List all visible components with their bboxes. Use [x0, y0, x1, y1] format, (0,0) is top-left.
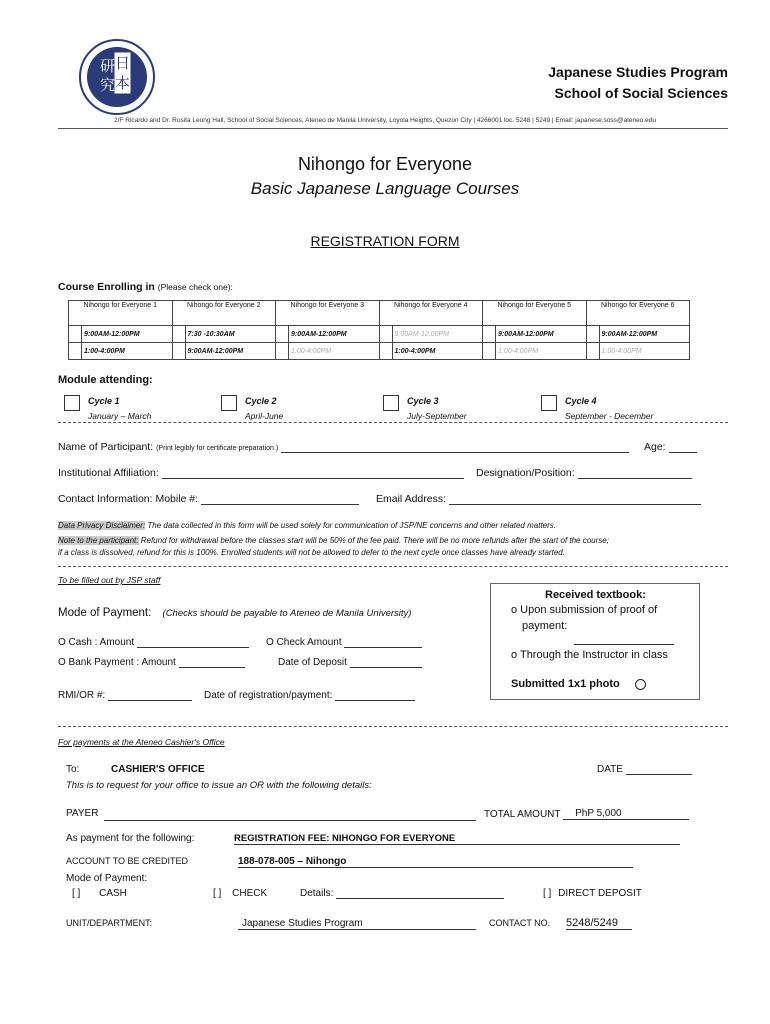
- textbook-proof-field[interactable]: [574, 634, 674, 645]
- course-checkbox[interactable]: [69, 343, 82, 360]
- check-row: [266, 637, 422, 648]
- email-label: Email Address:: [376, 493, 447, 505]
- deposit-date-field[interactable]: [350, 667, 422, 668]
- deposit-label: Date of Deposit: [278, 657, 347, 668]
- contact-no-label: CONTACT NO.: [489, 918, 551, 928]
- participant-note: [58, 536, 609, 545]
- cycle-2-checkbox[interactable]: [221, 395, 237, 411]
- address-line: 2/F Ricardo and Dr. Rosita Leong Hall, School of Social Sciences, Ateneo de Manila University, Loyola Heights, Quezon City | 4266001 loc. 5248 | 5249 | Email: japanese.soss@ateneo.edu: [114, 117, 656, 124]
- svg-text:日: 日: [115, 54, 131, 72]
- schedule-cell: 1:00-4:00PM: [599, 343, 690, 360]
- cycle-3-months: July-September: [407, 411, 467, 421]
- mode-label: Mode of Payment:: [66, 873, 148, 884]
- designation-label: Designation/Position:: [476, 467, 575, 479]
- registration-fee: REGISTRATION FEE: NIHONGO FOR EVERYONE: [234, 833, 680, 845]
- age-row: [644, 441, 697, 453]
- check-option[interactable]: [213, 888, 267, 899]
- contact-no-value: 5248/5249: [566, 917, 632, 930]
- check-label: O Check Amount: [266, 637, 342, 648]
- course-header-2: Nihongo for Everyone 2: [172, 301, 276, 326]
- page-subtitle: Basic Japanese Language Courses: [250, 179, 520, 198]
- date-label: DATE: [597, 764, 623, 775]
- email-row: [376, 493, 701, 505]
- privacy-disclaimer: [58, 521, 556, 530]
- schedule-cell: 1:00-4:00PM: [289, 343, 380, 360]
- divider: [58, 566, 728, 567]
- page-title: Nihongo for Everyone: [297, 154, 473, 174]
- direct-option[interactable]: [543, 888, 642, 899]
- affiliation-field[interactable]: [162, 478, 464, 479]
- cycle-3-checkbox[interactable]: [383, 395, 399, 411]
- course-header-1: Nihongo for Everyone 1: [69, 301, 173, 326]
- reg-date-label: Date of registration/payment:: [204, 690, 333, 701]
- note-label: Note to the participant:: [58, 536, 139, 545]
- photo-radio[interactable]: [635, 679, 646, 690]
- svg-text:研: 研: [100, 57, 116, 75]
- course-checkbox[interactable]: [276, 343, 289, 360]
- total-amount[interactable]: PhP 5,000: [563, 808, 689, 820]
- age-field[interactable]: [669, 452, 697, 453]
- bank-row: [58, 657, 245, 668]
- cycle-4-months: September - December: [565, 411, 654, 421]
- schedule-cell: 9:00AM-12:00PM: [185, 343, 276, 360]
- reg-date-row: [204, 690, 415, 701]
- cash-amount-field[interactable]: [137, 647, 249, 648]
- cycle-4-name: Cycle 4: [565, 396, 597, 406]
- payment-note: (Checks should be payable to Ateneo de Manila University): [162, 608, 412, 619]
- check-amount-field[interactable]: [344, 647, 422, 648]
- course-checkbox[interactable]: [379, 326, 392, 343]
- cycle-2-name: Cycle 2: [245, 396, 277, 406]
- participant-name-row: [58, 441, 629, 453]
- textbook-option-2[interactable]: o Through the Instructor in class: [511, 649, 668, 661]
- payment-for-label: As payment for the following:: [66, 833, 195, 844]
- schedule-cell: 9:00AM-12:00PM: [82, 326, 173, 343]
- svg-text:究: 究: [100, 76, 116, 94]
- svg-text:本: 本: [115, 74, 131, 92]
- schedule-cell: 1:00-4:00PM: [496, 343, 587, 360]
- cash-bracket: [ ]: [72, 888, 81, 899]
- affiliation-row: [58, 467, 464, 479]
- cash-option-label: CASH: [99, 888, 127, 899]
- cycle-2-months: April-June: [245, 411, 284, 421]
- date-row: [597, 764, 692, 775]
- cycle-1-name: Cycle 1: [88, 396, 120, 406]
- divider: [58, 422, 728, 423]
- course-checkbox[interactable]: [483, 326, 496, 343]
- schedule-cell: 9:00AM-12:00PM: [289, 326, 380, 343]
- check-bracket: [ ]: [213, 888, 222, 899]
- cash-option[interactable]: [72, 888, 127, 899]
- account-label: ACCOUNT TO BE CREDITED: [66, 856, 189, 866]
- name-note: (Print legibly for certificate preparation.): [156, 445, 279, 452]
- mobile-field[interactable]: [201, 504, 359, 505]
- cashier-office: CASHIER'S OFFICE: [111, 764, 205, 775]
- course-checkbox[interactable]: [172, 326, 185, 343]
- course-checkbox[interactable]: [586, 343, 599, 360]
- payment-mode-row: [58, 607, 411, 619]
- cycle-4-checkbox[interactable]: [541, 395, 557, 411]
- designation-field[interactable]: [578, 478, 692, 479]
- schedule-cell: 7:30 -10:30AM: [185, 326, 276, 343]
- details-field[interactable]: [336, 898, 504, 899]
- schedule-cell: 9:00AM-12:00PM: [496, 326, 587, 343]
- textbook-option-1-cont: payment:: [522, 620, 568, 632]
- check-option-label: CHECK: [232, 888, 268, 899]
- course-checkbox[interactable]: [276, 326, 289, 343]
- course-header-3: Nihongo for Everyone 3: [276, 301, 380, 326]
- payer-field[interactable]: [104, 808, 476, 821]
- cycle-3-name: Cycle 3: [407, 396, 439, 406]
- privacy-label: Data Privacy Disclaimer:: [58, 521, 146, 530]
- school-name: School of Social Sciences: [554, 85, 728, 101]
- direct-option-label: DIRECT DEPOSIT: [558, 888, 642, 899]
- to-label: To:: [66, 764, 80, 775]
- note-text: Refund for withdrawal before the classes start will be 50% of the fee paid. There will be no more refunds after the start of the course;: [138, 536, 609, 545]
- course-note: (Please check one):: [157, 282, 233, 292]
- payer-label: PAYER: [66, 808, 99, 819]
- textbook-title: Received textbook:: [545, 589, 646, 601]
- cycle-1-months: January – March: [88, 411, 152, 421]
- rmi-label: RMI/OR #:: [58, 690, 106, 701]
- affiliation-label: Institutional Affiliation:: [58, 467, 159, 479]
- unit-value: Japanese Studies Program: [238, 918, 476, 930]
- direct-bracket: [ ]: [543, 888, 552, 899]
- cash-label: O Cash : Amount: [58, 637, 135, 648]
- course-table: [68, 300, 690, 360]
- textbook-option-1[interactable]: o Upon submission of proof of: [511, 604, 658, 616]
- date-field[interactable]: [626, 774, 692, 775]
- payment-mode-label: Mode of Payment:: [58, 607, 152, 619]
- course-header-6: Nihongo for Everyone 6: [586, 301, 690, 326]
- module-label: Module attending:: [58, 374, 153, 386]
- logo: [78, 38, 156, 116]
- name-label: Name of Participant:: [58, 441, 154, 453]
- email-field[interactable]: [449, 504, 701, 505]
- details-label: Details:: [300, 888, 334, 899]
- course-header-4: Nihongo for Everyone 4: [379, 301, 483, 326]
- staff-label: To be filled out by JSP staff: [58, 575, 161, 585]
- header-divider: [58, 128, 728, 129]
- total-row: [484, 808, 689, 820]
- course-header-5: Nihongo for Everyone 5: [483, 301, 587, 326]
- contact-row: [58, 493, 359, 505]
- bank-label: O Bank Payment : Amount: [58, 657, 176, 668]
- details-row: [300, 888, 504, 899]
- cycle-1-checkbox[interactable]: [64, 395, 80, 411]
- participant-note-2: if a class is dissolved, refund for this is 100%. Enrolled students will not be allowed to defer to the next cycle once classes have already started.: [58, 548, 565, 557]
- age-label: Age:: [644, 441, 666, 453]
- program-name: Japanese Studies Program: [548, 64, 728, 80]
- privacy-text: The data collected in this form will be used solely for communication of JSP/NE concerns and other related matters.: [145, 521, 556, 530]
- photo-label: Submitted 1x1 photo: [511, 678, 620, 690]
- total-label: TOTAL AMOUNT: [484, 809, 561, 820]
- rmi-row: [58, 690, 192, 701]
- cashier-label: For payments at the Ateneo Cashier's Office: [58, 737, 225, 747]
- reg-date-field[interactable]: [335, 700, 415, 701]
- course-checkbox[interactable]: [379, 343, 392, 360]
- designation-row: [476, 467, 692, 479]
- schedule-cell: 1:00-4:00PM: [82, 343, 173, 360]
- request-text: This is to request for your office to issue an OR with the following details:: [66, 780, 372, 791]
- course-checkbox[interactable]: [69, 326, 82, 343]
- form-title: REGISTRATION FORM: [310, 233, 460, 249]
- photo-row: [511, 678, 646, 690]
- schedule-cell: 9:00AM-12:00PM: [392, 326, 483, 343]
- course-checkbox[interactable]: [172, 343, 185, 360]
- unit-label: UNIT/DEPARTMENT:: [66, 918, 153, 928]
- name-field[interactable]: [281, 452, 629, 453]
- deposit-row: [278, 657, 422, 668]
- schedule-cell: 9:00AM-12:00PM: [599, 326, 690, 343]
- rmi-field[interactable]: [108, 700, 192, 701]
- course-label: [58, 281, 233, 293]
- course-checkbox[interactable]: [483, 343, 496, 360]
- cash-row: [58, 637, 249, 648]
- divider: [58, 726, 728, 727]
- bank-amount-field[interactable]: [179, 667, 245, 668]
- course-checkbox[interactable]: [586, 326, 599, 343]
- account-value: 188-078-005 – Nihongo: [238, 856, 633, 868]
- mobile-label: Contact Information: Mobile #:: [58, 493, 199, 505]
- schedule-cell: 1:00-4:00PM: [392, 343, 483, 360]
- course-label-text: Course Enrolling in: [58, 281, 155, 293]
